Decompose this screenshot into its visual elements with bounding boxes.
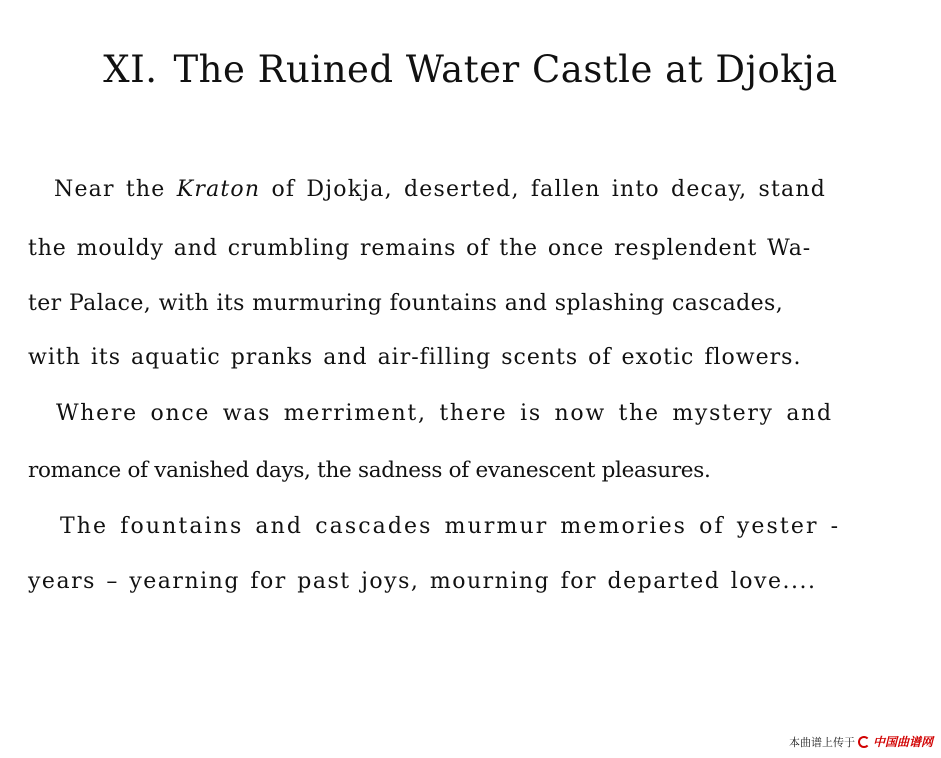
- site-logo-icon: [858, 736, 870, 748]
- text-line: The fountains and cascades murmur memories of yester -: [60, 514, 841, 539]
- text-line: Where once was merriment, there is now the mystery and: [56, 401, 833, 426]
- page-title: [0, 48, 941, 91]
- chapter-number: XI.: [103, 48, 158, 91]
- watermark-footer: [789, 733, 933, 750]
- text-line: ter Palace, with its murmuring fountains and splashing cascades,: [28, 291, 784, 316]
- text-line: the mouldy and crumbling remains of the once resplendent Wa-: [28, 236, 812, 261]
- text-line: years – yearning for past joys, mourning for departed love....: [28, 569, 817, 594]
- text-line: [54, 177, 826, 202]
- chapter-title: The Ruined Water Castle at Djokja: [173, 48, 838, 91]
- upload-text: 本曲谱上传于: [788, 735, 855, 749]
- text-segment: of Djokja, deserted, fallen into decay, stand: [260, 177, 826, 202]
- emphasized-word: Kraton: [176, 177, 261, 202]
- text-segment: Near the: [54, 177, 177, 202]
- text-line: romance of vanished days, the sadness of evanescent pleasures.: [28, 458, 711, 483]
- text-line: with its aquatic pranks and air-filling scents of exotic flowers.: [28, 345, 802, 370]
- site-brand: 中国曲谱网: [872, 735, 933, 749]
